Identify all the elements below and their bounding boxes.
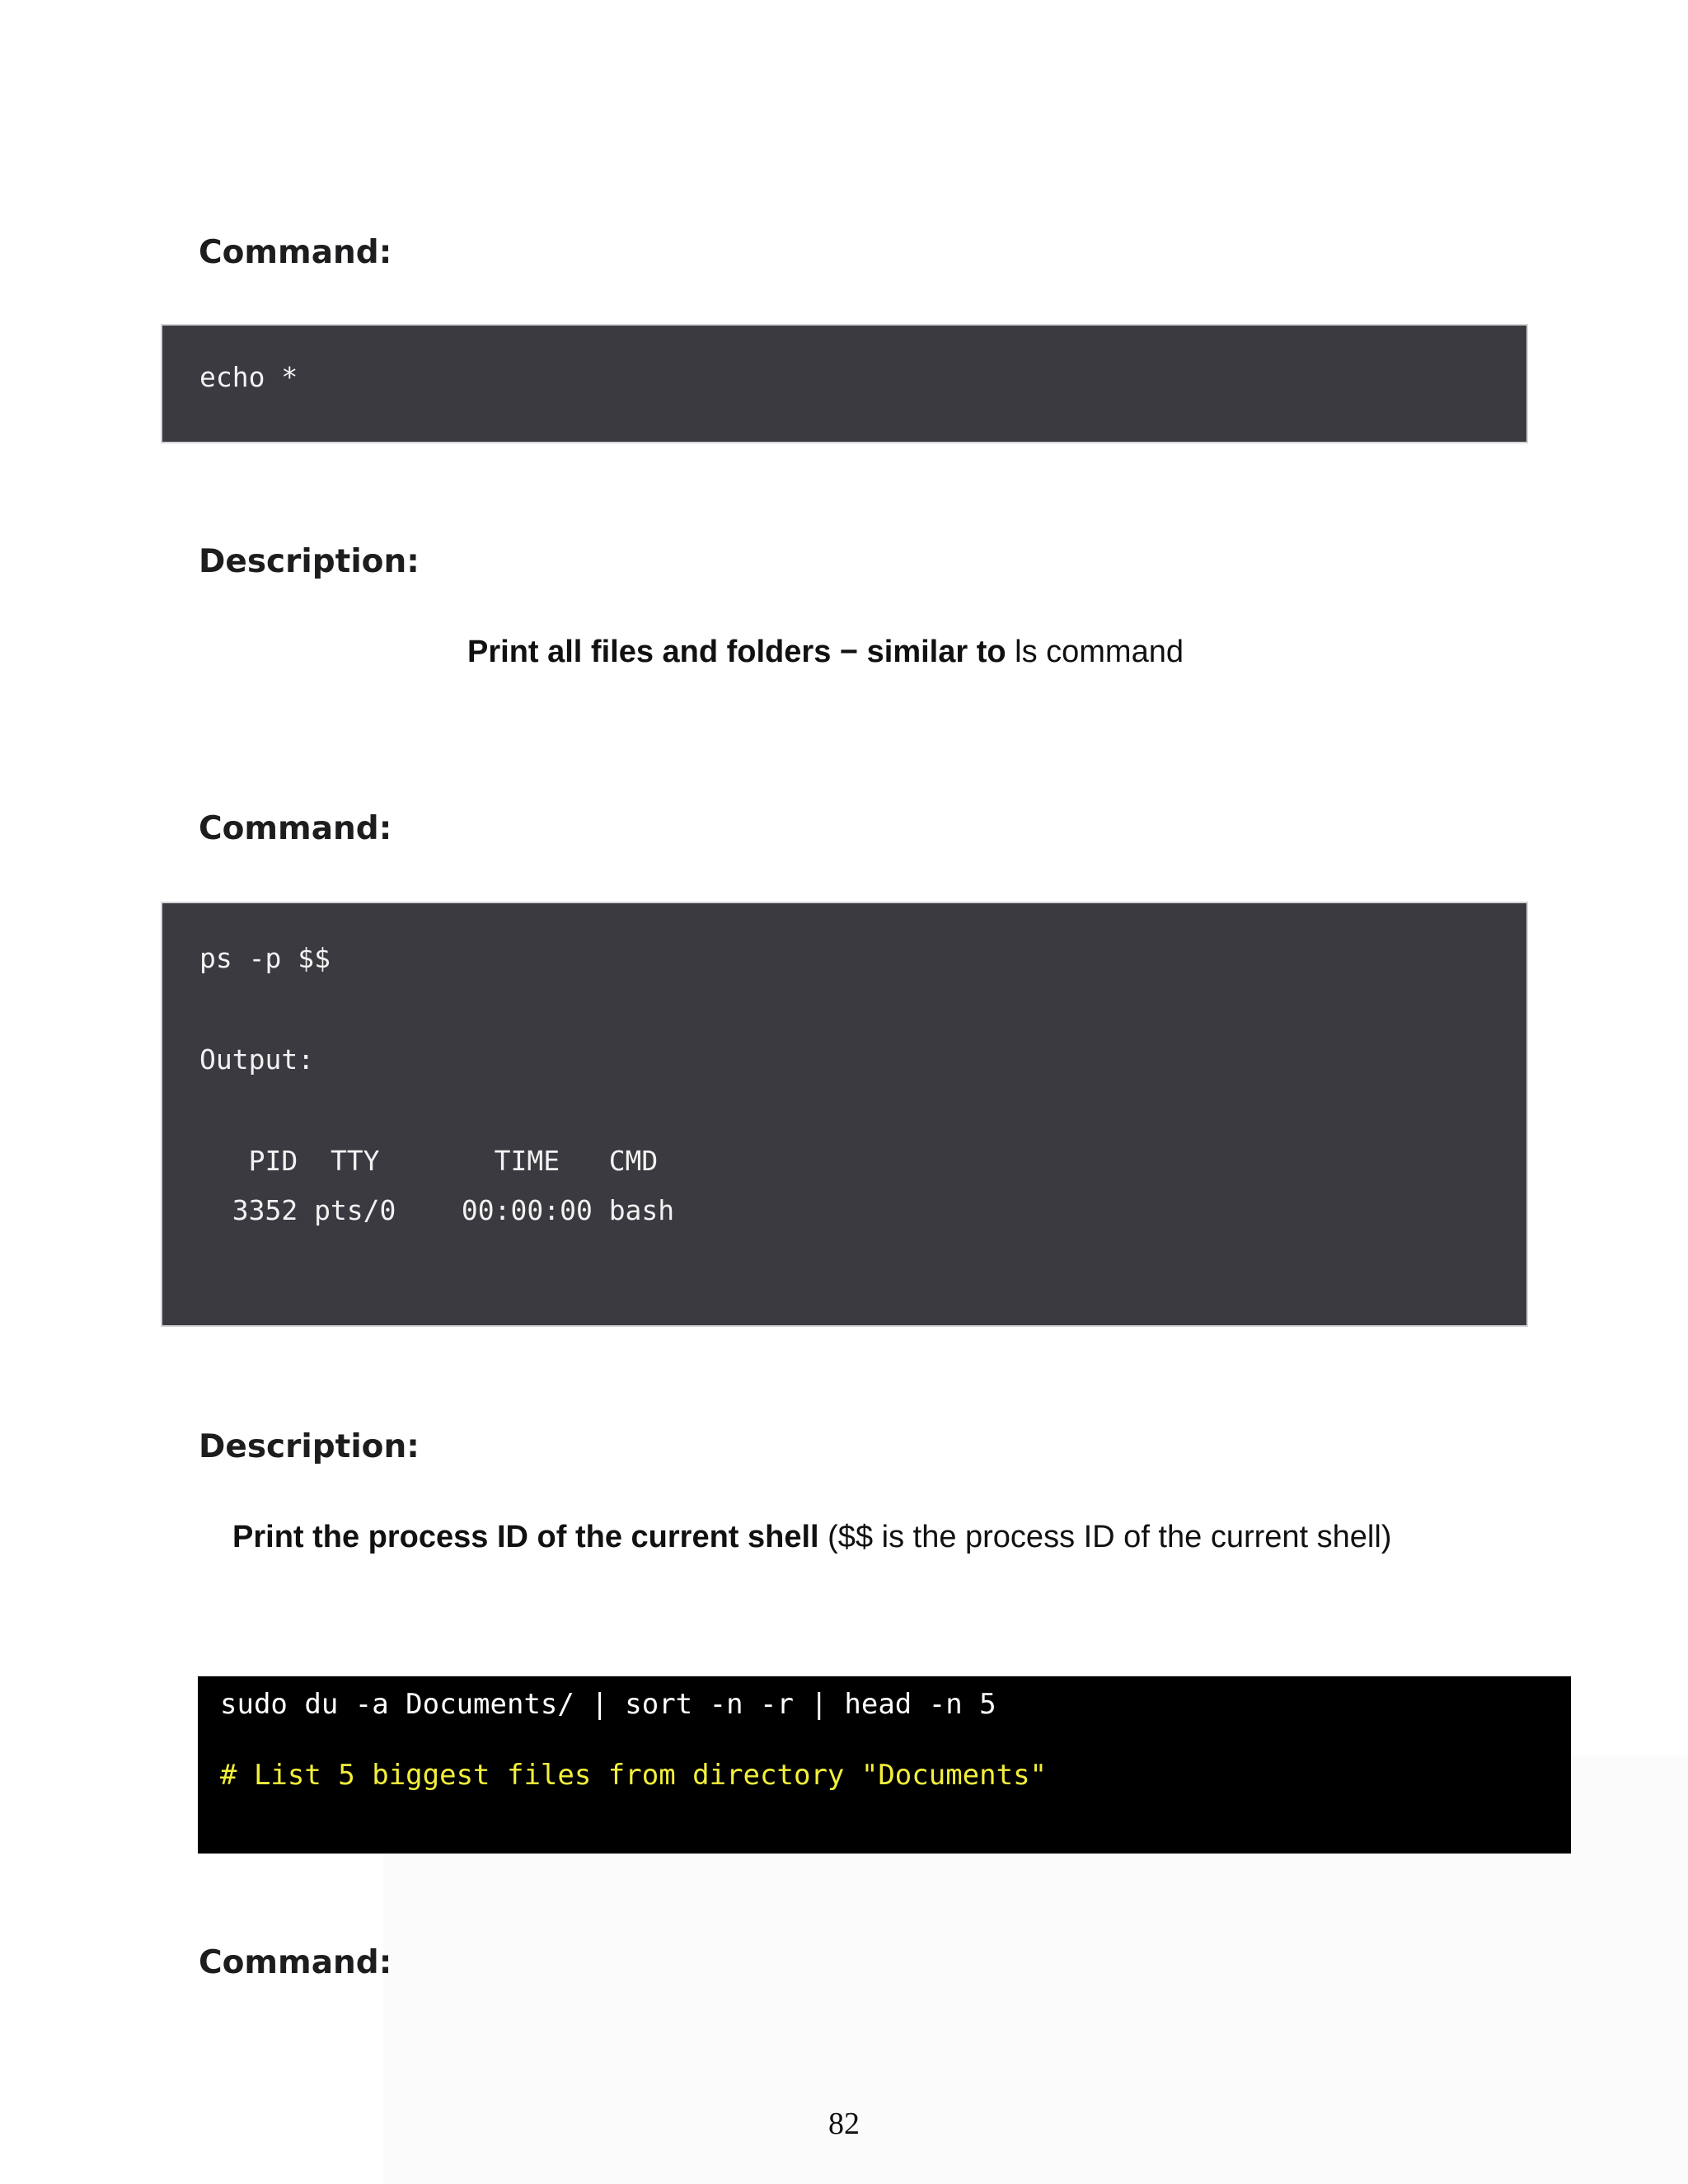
description-plain: ($$ is the process ID of the current shell) — [818, 1520, 1392, 1554]
terminal-block — [198, 1676, 1571, 1854]
description-bold: Print all files and folders − similar to — [467, 635, 1006, 669]
code-line: Output: — [199, 1043, 315, 1076]
terminal-comment: # List 5 biggest files from directory "Documents" — [220, 1759, 1048, 1792]
description-heading: Description: — [199, 543, 420, 580]
code-block-echo — [161, 324, 1528, 443]
command-heading: Command: — [199, 234, 392, 271]
terminal-command: sudo du -a Documents/ | sort -n -r | head -n 5 — [220, 1688, 996, 1721]
page-number: 82 — [828, 2107, 860, 2141]
description-bold: Print the process ID of the current shell — [232, 1520, 819, 1554]
description-text — [467, 636, 1184, 668]
code-block-ps — [161, 902, 1528, 1327]
description-text — [232, 1521, 1391, 1553]
description-heading: Description: — [199, 1428, 420, 1465]
code-line: echo * — [199, 361, 298, 393]
command-heading: Command: — [199, 1944, 392, 1981]
description-plain: ls command — [1006, 635, 1184, 669]
command-heading: Command: — [199, 810, 392, 847]
code-line: ps -p $$ — [199, 942, 331, 974]
output-header-row: PID TTY TIME CMD — [199, 1145, 659, 1177]
output-data-row: 3352 pts/0 00:00:00 bash — [199, 1194, 675, 1226]
